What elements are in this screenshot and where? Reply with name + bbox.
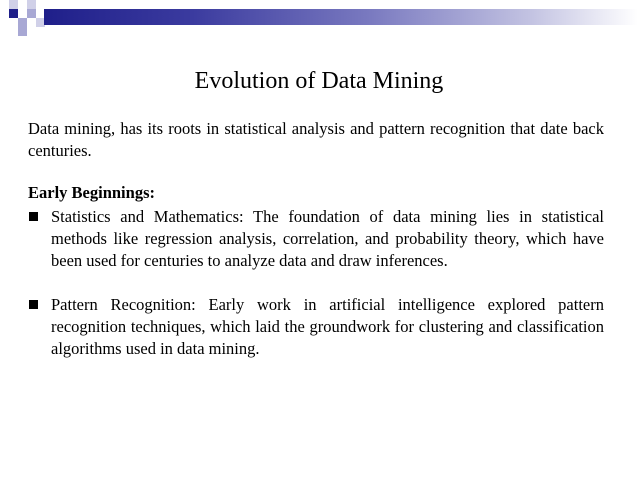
square-bullet-icon (29, 300, 38, 309)
header-decoration (0, 0, 638, 40)
bullet-item (28, 206, 604, 272)
slide-body (28, 118, 604, 360)
slide-title: Evolution of Data Mining (194, 68, 444, 94)
header-gradient-bar (44, 9, 638, 25)
bullet-text: Pattern Recognition: Early work in artificial intelligence explored pattern recognition techniques, which laid the groundwork for clustering and classification algorithms used in data mining. (51, 295, 604, 358)
intro-paragraph: Data mining, has its roots in statistical analysis and pattern recognition that date back centuries. (28, 119, 604, 160)
decor-square (18, 18, 27, 27)
square-bullet-icon (29, 212, 38, 221)
decor-square (9, 9, 18, 18)
bullet-text: Statistics and Mathematics: The foundation of data mining lies in statistical methods like regression analysis, correlation, and probability theory, which have been used for centuries to analyze data and draw inferences. (51, 207, 604, 270)
section-heading: Early Beginnings: (28, 183, 155, 202)
decor-square (27, 9, 36, 18)
decor-square (18, 27, 27, 36)
decor-square (9, 0, 18, 9)
bullet-item (28, 294, 604, 360)
bullet-list (28, 206, 604, 360)
decor-square (27, 0, 36, 9)
